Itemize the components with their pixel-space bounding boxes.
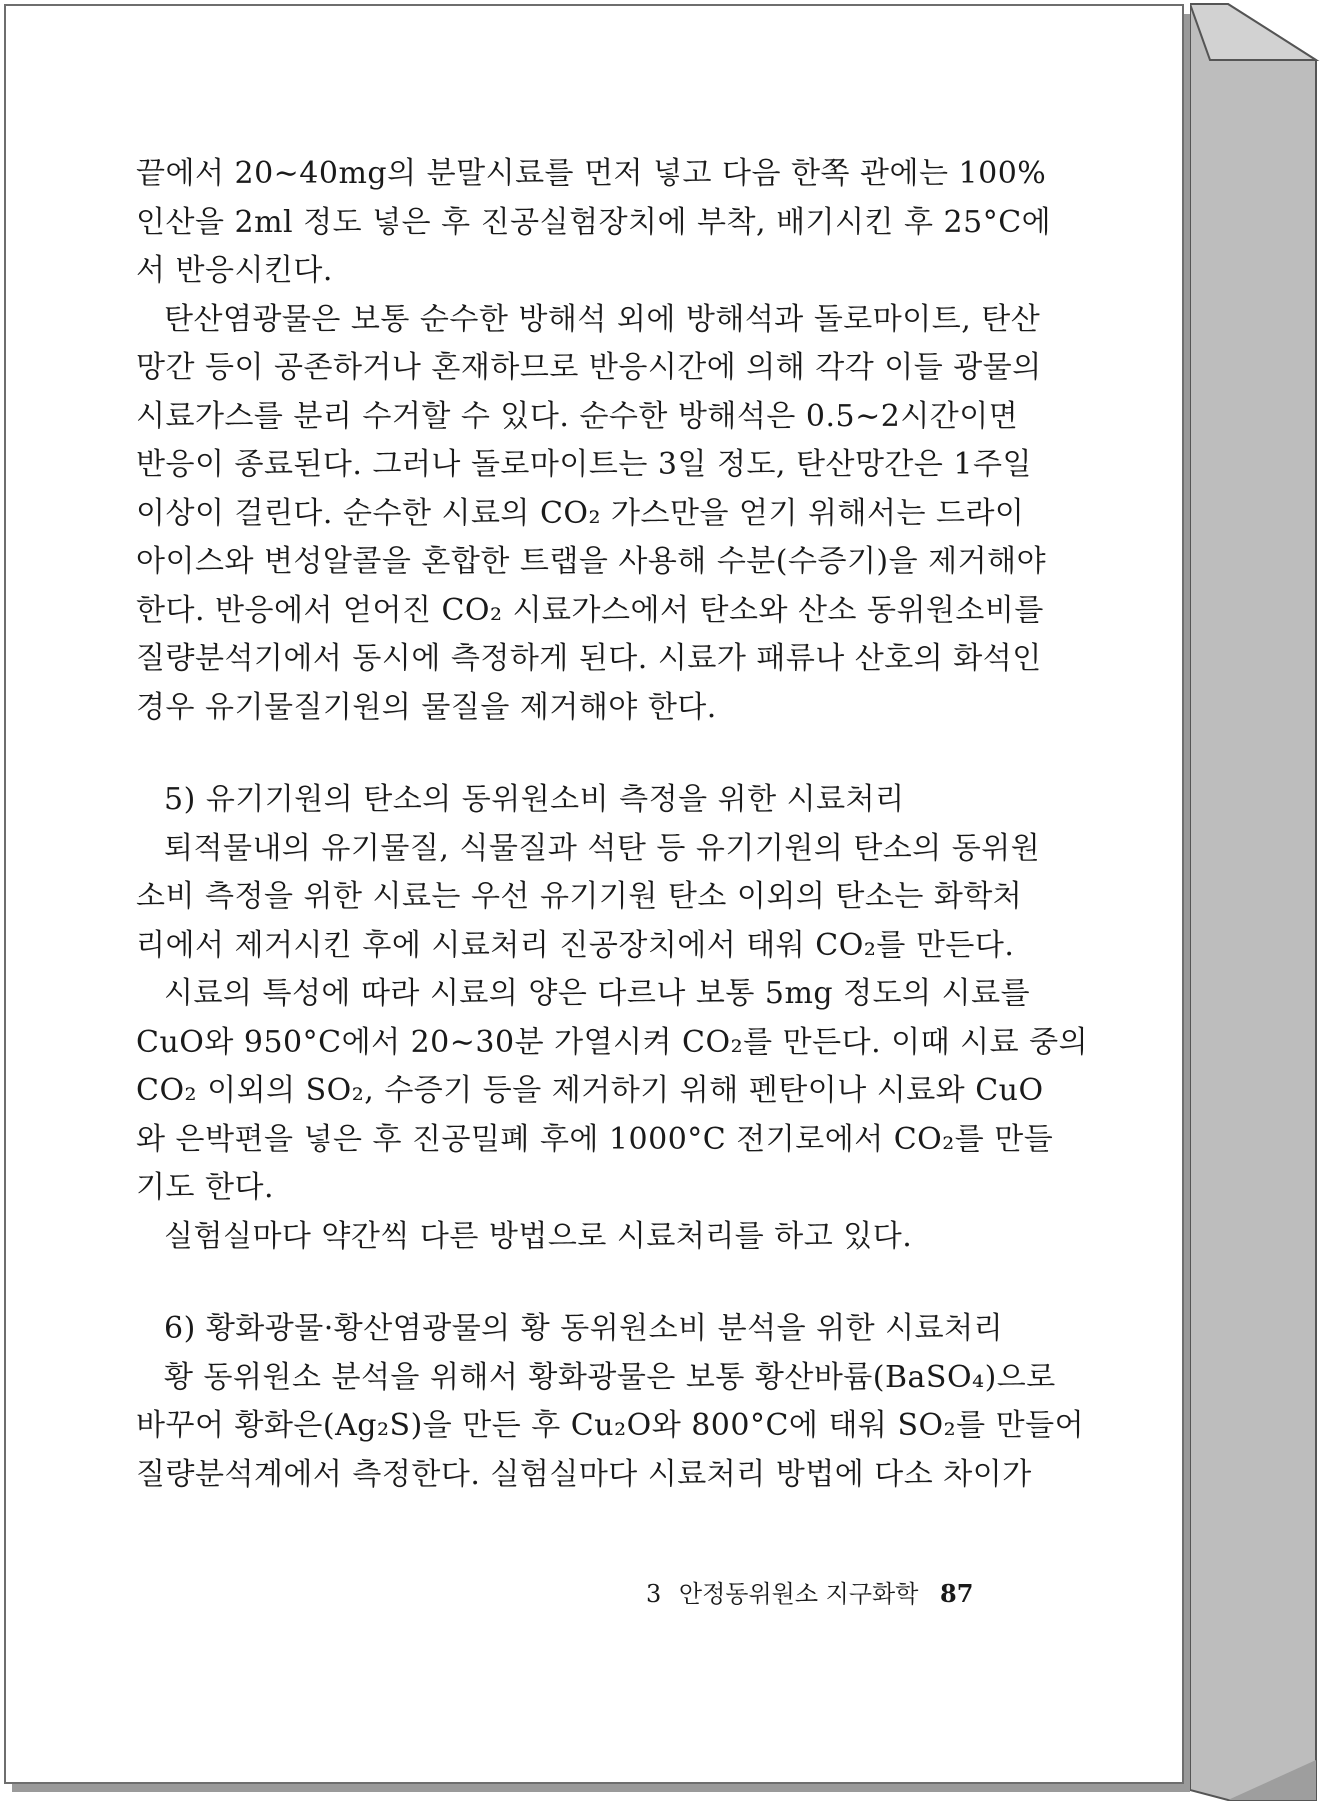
section-gap: [136, 732, 1006, 776]
text-line: CO₂ 이외의 SO₂, 수증기 등을 제거하기 위해 펜탄이나 시료와 CuO: [136, 1073, 1044, 1108]
chapter-number: 3: [646, 1580, 662, 1608]
section-gap: [136, 1261, 1006, 1305]
book-edge: [1190, 0, 1320, 1806]
text-line: 바꾸어 황화은(Ag₂S)을 만든 후 Cu₂O와 800°C에 태워 SO₂를 만들어: [136, 1408, 1085, 1443]
chapter-title: 안정동위원소 지구화학: [678, 1580, 919, 1608]
text-line: 시료의 특성에 따라 시료의 양은 다르나 보통 5mg 정도의 시료를: [164, 976, 1031, 1011]
text-line: 경우 유기물질기원의 물질을 제거해야 한다.: [136, 689, 717, 725]
text-line: 서 반응시킨다.: [136, 253, 333, 288]
text-line: 기도 한다.: [136, 1170, 274, 1205]
text-line: 반응이 종료된다. 그러나 돌로마이트는 3일 정도, 탄산망간은 1주일: [136, 447, 1032, 482]
text-line: CuO와 950°C에서 20∼30분 가열시켜 CO₂를 만든다. 이때 시료 중의: [136, 1024, 1089, 1060]
text-line: 한다. 반응에서 얻어진 CO₂ 시료가스에서 탄소와 산소 동위원소비를: [136, 592, 1044, 628]
text-line: 인산을 2ml 정도 넣은 후 진공실험장치에 부착, 배기시킨 후 25°C에: [136, 204, 1052, 240]
text-line: 이상이 걸린다. 순수한 시료의 CO₂ 가스만을 얻기 위해서는 드라이: [136, 495, 1025, 531]
text-line: 질량분석기에서 동시에 측정하게 된다. 시료가 패류나 산호의 화석인: [136, 641, 1042, 676]
section-heading: 6) 황화광물·황산염광물의 황 동위원소비 분석을 위한 시료처리: [164, 1311, 1004, 1346]
body-text: [136, 150, 1089, 1499]
text-line: 퇴적물내의 유기물질, 식물질과 석탄 등 유기기원의 탄소의 동위원: [164, 830, 1041, 866]
page-number: 87: [940, 1579, 974, 1608]
text-line: 질량분석계에서 측정한다. 실험실마다 시료처리 방법에 다소 차이가: [136, 1456, 1032, 1492]
section-heading: 5) 유기기원의 탄소의 동위원소비 측정을 위한 시료처리: [164, 782, 905, 817]
text-line: 소비 측정을 위한 시료는 우선 유기기원 탄소 이외의 탄소는 화학처: [136, 879, 1023, 914]
text-line: 시료가스를 분리 수거할 수 있다. 순수한 방해석은 0.5∼2시간이면: [136, 398, 1019, 434]
text-line: 실험실마다 약간씩 다른 방법으로 시료처리를 하고 있다.: [164, 1218, 913, 1254]
text-line: 황 동위원소 분석을 위해서 황화광물은 보통 황산바륨(BaSO₄)으로: [164, 1359, 1056, 1395]
text-line: 탄산염광물은 보통 순수한 방해석 외에 방해석과 돌로마이트, 탄산: [164, 301, 1041, 337]
text-line: 끝에서 20∼40mg의 분말시료를 먼저 넣고 다음 한쪽 관에는 100%: [136, 156, 1047, 191]
text-line: 망간 등이 공존하거나 혼재하므로 반응시간에 의해 각각 이들 광물의: [136, 350, 1042, 385]
book-page: [4, 4, 1184, 1784]
page-footer: [646, 1574, 974, 1609]
text-line: 와 은박편을 넣은 후 진공밀폐 후에 1000°C 전기로에서 CO₂를 만들: [136, 1121, 1054, 1157]
text-line: 아이스와 변성알콜을 혼합한 트랩을 사용해 수분(수증기)을 제거해야: [136, 544, 1047, 579]
text-line: 리에서 제거시킨 후에 시료처리 진공장치에서 태워 CO₂를 만든다.: [136, 927, 1015, 963]
